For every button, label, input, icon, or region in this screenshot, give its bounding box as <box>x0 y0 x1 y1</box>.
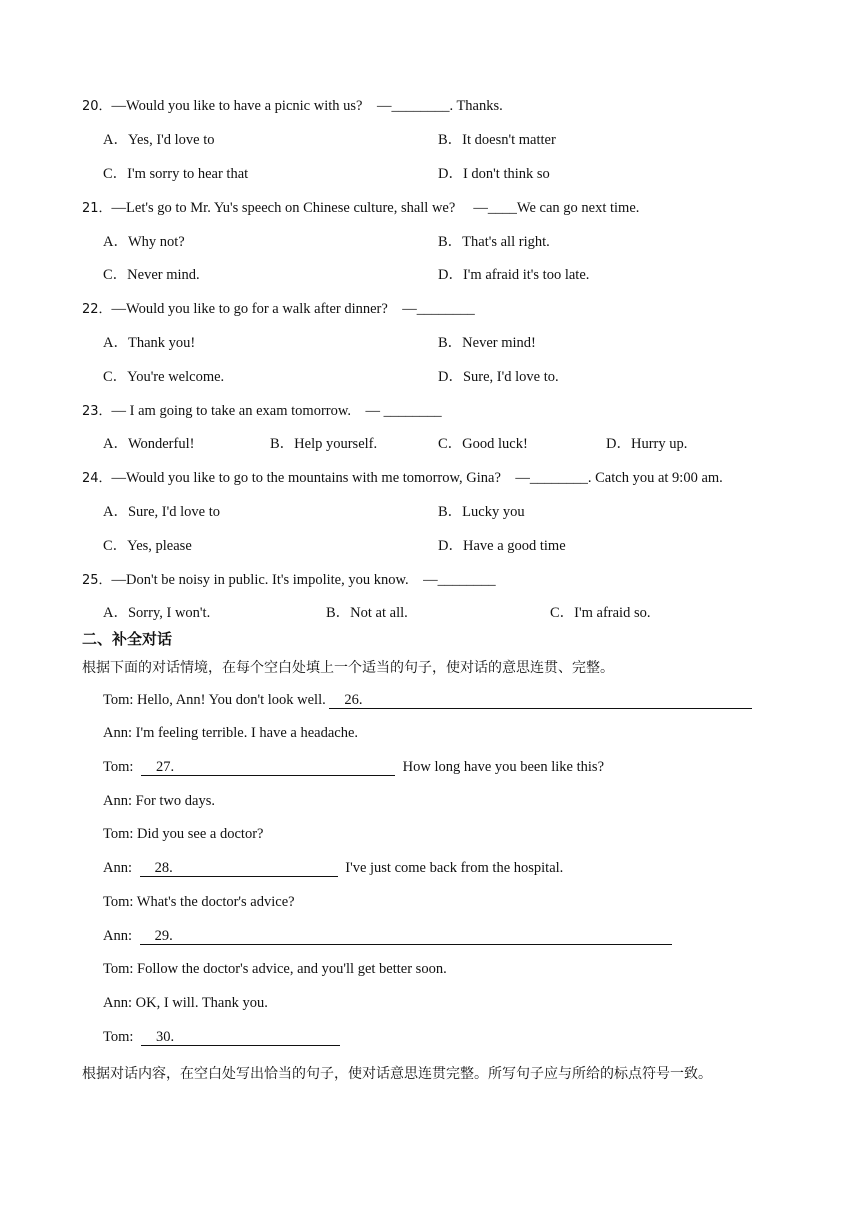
question-22 <box>82 297 475 318</box>
option-24-a: A．Sure, I'd love to <box>103 504 220 520</box>
dialogue-line-8 <box>103 928 672 945</box>
option-25-c: C．I'm afraid so. <box>550 605 651 621</box>
option-24-b: B．Lucky you <box>438 504 525 520</box>
option-23-a: A．Wonderful! <box>103 436 195 452</box>
option-21-c: C．Never mind. <box>103 267 200 283</box>
blank-number: 29. <box>154 928 173 944</box>
dialogue-text: Tom: What's the doctor's advice? <box>103 894 295 910</box>
dialogue-line-6 <box>103 860 563 877</box>
dialogue-text: I've just come back from the hospital. <box>341 860 564 876</box>
dialogue-line-11 <box>103 1029 340 1046</box>
option-22-a: A．Thank you! <box>103 335 196 351</box>
option-23-b: B．Help yourself. <box>270 436 378 452</box>
option-24-d: D．Have a good time <box>438 538 566 554</box>
answer-blank-28[interactable] <box>140 860 338 877</box>
dialogue-text: Tom: <box>103 759 138 775</box>
blank-number: 27. <box>156 759 175 775</box>
section-instruction: 根据下面的对话情境，在每个空白处填上一个适当的句子，使对话的意思连贯、完整。 <box>82 660 614 676</box>
blank-number: 30. <box>156 1029 175 1045</box>
question-stem: —Would you like to have a picnic with us? —________. Thanks. <box>111 98 503 114</box>
question-number: 23． <box>82 404 112 419</box>
question-number: 25． <box>82 573 112 588</box>
dialogue-text: Ann: OK, I will. Thank you. <box>103 995 268 1011</box>
answer-blank-30[interactable] <box>141 1029 340 1046</box>
dialogue-line-3 <box>103 759 604 776</box>
option-21-d: D．I'm afraid it's too late. <box>438 267 590 283</box>
section-footer-instruction: 根据对话内容，在空白处写出恰当的句子，使对话意思连贯完整。所写句子应与所给的标点符号一致。 <box>82 1066 712 1082</box>
dialogue-line-2 <box>103 725 358 742</box>
dialogue-text: Tom: Hello, Ann! You don't look well. <box>103 692 330 708</box>
question-23 <box>82 399 442 420</box>
question-25 <box>82 568 496 589</box>
dialogue-text: Ann: <box>103 928 136 944</box>
question-stem: —Would you like to go to the mountains with me tomorrow, Gina? —________. Catch you at 9:00 am. <box>111 470 723 486</box>
option-24-c: C．Yes, please <box>103 538 192 554</box>
option-20-a: A．Yes, I'd love to <box>103 132 215 148</box>
dialogue-text: Ann: I'm feeling terrible. I have a headache. <box>103 725 359 741</box>
option-23-c: C．Good luck! <box>438 436 528 452</box>
option-22-d: D．Sure, I'd love to. <box>438 369 559 385</box>
blank-number: 28. <box>154 860 173 876</box>
question-stem: —Don't be noisy in public. It's impolite, you know. —________ <box>111 572 496 588</box>
question-number: 22． <box>82 302 112 317</box>
dialogue-line-1 <box>103 692 752 709</box>
option-22-c: C．You're welcome. <box>103 369 225 385</box>
option-20-c: C．I'm sorry to hear that <box>103 166 249 182</box>
option-21-a: A．Why not? <box>103 234 185 250</box>
question-21 <box>82 196 639 217</box>
question-stem: —Let's go to Mr. Yu's speech on Chinese culture, shall we? —____We can go next time. <box>111 200 640 216</box>
section-title: 二、补全对话 <box>82 630 173 648</box>
question-20 <box>82 94 503 115</box>
question-number: 21． <box>82 201 112 216</box>
question-24 <box>82 466 723 487</box>
question-stem: — I am going to take an exam tomorrow. — ________ <box>111 403 442 419</box>
question-number: 20． <box>82 99 112 114</box>
option-23-d: D．Hurry up. <box>606 436 688 452</box>
dialogue-line-4 <box>103 793 215 810</box>
answer-blank-29[interactable] <box>140 928 672 945</box>
dialogue-text: Ann: <box>103 860 136 876</box>
blank-number: 26. <box>344 692 363 708</box>
option-20-b: B．It doesn't matter <box>438 132 556 148</box>
dialogue-line-10 <box>103 995 268 1012</box>
question-stem: —Would you like to go for a walk after dinner? —________ <box>111 301 475 317</box>
dialogue-text: Tom: Follow the doctor's advice, and you'll get better soon. <box>103 961 447 977</box>
dialogue-line-5 <box>103 826 263 843</box>
dialogue-line-9 <box>103 961 447 978</box>
option-25-a: A．Sorry, I won't. <box>103 605 211 621</box>
answer-blank-27[interactable] <box>141 759 395 776</box>
option-20-d: D．I don't think so <box>438 166 550 182</box>
option-21-b: B．That's all right. <box>438 234 550 250</box>
dialogue-line-7 <box>103 894 295 911</box>
dialogue-text: Tom: Did you see a doctor? <box>103 826 264 842</box>
dialogue-text: Tom: <box>103 1029 138 1045</box>
dialogue-text: Ann: For two days. <box>103 793 215 809</box>
answer-blank-26[interactable] <box>329 692 752 709</box>
option-25-b: B．Not at all. <box>326 605 408 621</box>
dialogue-text: How long have you been like this? <box>399 759 604 775</box>
option-22-b: B．Never mind! <box>438 335 536 351</box>
question-number: 24． <box>82 471 112 486</box>
